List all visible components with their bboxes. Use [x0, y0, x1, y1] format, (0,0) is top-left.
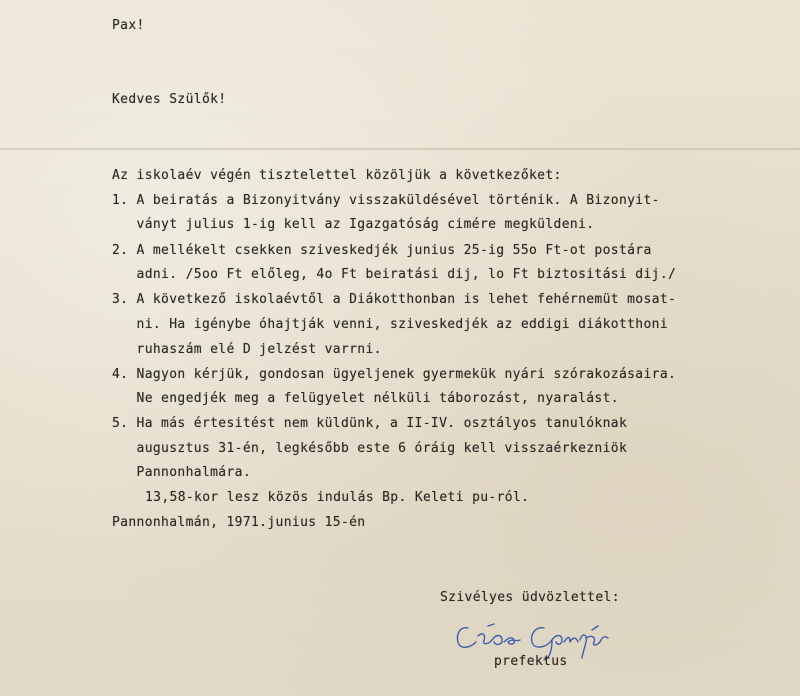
paper-fold-line — [0, 148, 800, 150]
item-5-line-2: augusztus 31-én, legkésőbb este 6 óráig kell visszaérkezniök — [112, 441, 628, 456]
closing-line: Szivélyes üdvözlettel: — [440, 590, 620, 605]
place-date: Pannonhalmán, 1971.junius 15-én — [112, 515, 366, 530]
signer-title: prefektus — [494, 654, 568, 669]
item-3-line-1: 3. A következő iskolaévtől a Diákotthonban is lehet fehérnemüt mosat- — [112, 292, 677, 307]
intro-line: Az iskolaév végén tisztelettel közöljük a következőket: — [112, 168, 562, 183]
departure-note: 13,58-kor lesz közös indulás Bp. Keleti pu-ról. — [145, 490, 530, 505]
greeting: Kedves Szülők! — [112, 92, 227, 107]
item-4-line-2: Ne engedjék meg a felügyelet nélküli táborozást, nyaralást. — [112, 391, 619, 406]
item-3-line-3: ruhaszám elé D jelzést varrni. — [112, 342, 382, 357]
item-5-line-3: Pannonhalmára. — [112, 465, 252, 480]
item-5-line-1: 5. Ha más értesitést nem küldünk, a II-IV. osztályos tanulóknak — [112, 416, 628, 431]
pax-header: Pax! — [112, 18, 145, 33]
item-4-line-1: 4. Nagyon kérjük, gondosan ügyeljenek gyermekük nyári szórakozásaira. — [112, 367, 677, 382]
item-2-line-2: adni. /5oo Ft előleg, 4o Ft beiratási dij, lo Ft biztositási dij./ — [112, 267, 677, 282]
item-2-line-1: 2. A mellékelt csekken sziveskedjék junius 25-ig 55o Ft-ot postára — [112, 243, 652, 258]
item-1-line-1: 1. A beiratás a Bizonyitvány visszaküldésével történik. A Bizonyit- — [112, 193, 660, 208]
item-3-line-2: ni. Ha igénybe óhajtják venni, sziveskedjék az eddigi diákotthoni — [112, 317, 669, 332]
item-1-line-2: ványt julius 1-ig kell az Igazgatóság cimére megküldeni. — [112, 217, 595, 232]
